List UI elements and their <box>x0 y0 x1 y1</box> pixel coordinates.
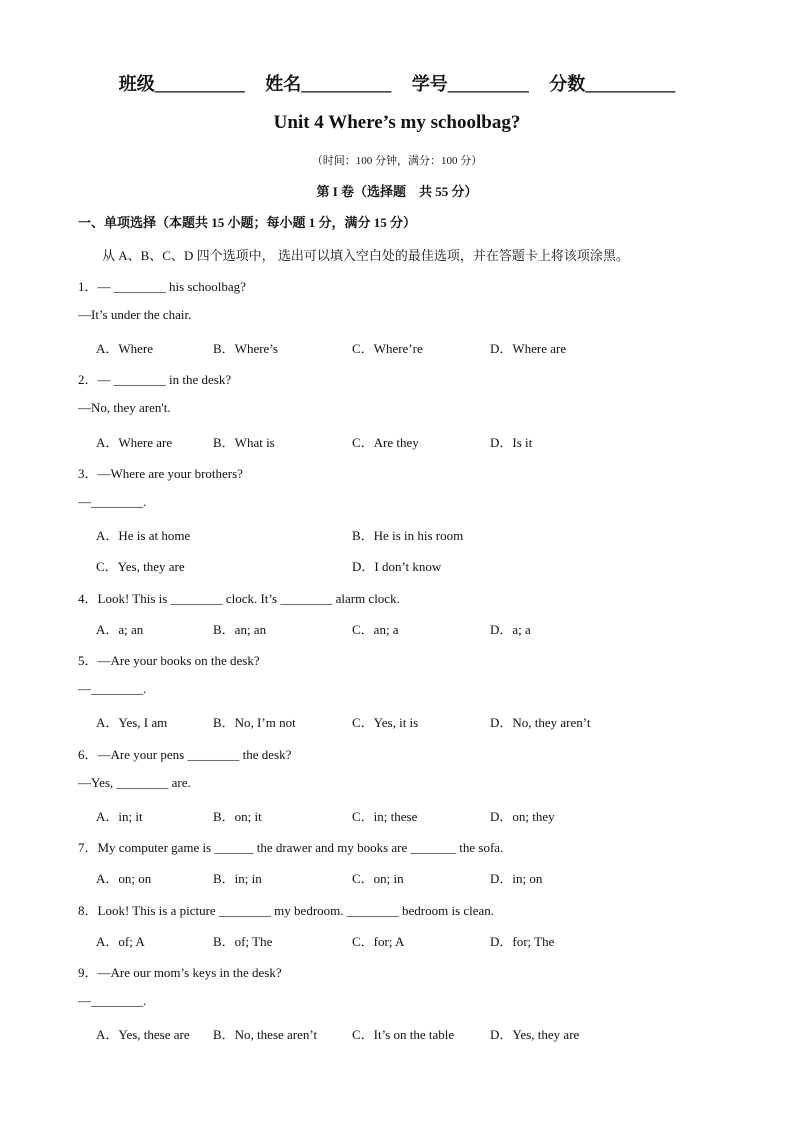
question-7-option-d: D．in; on <box>490 871 543 886</box>
question-5-option-b: B．No, I’m not <box>213 715 296 730</box>
question-9-option-b: B．No, these aren’t <box>213 1027 318 1042</box>
question-9-stem: 9．—Are our mom’s keys in the desk? <box>78 965 282 980</box>
question-7-option-a: A．on; on <box>96 871 152 886</box>
question-4-stem: 4．Look! This is ________ clock. It’s ________ alarm clock. <box>78 591 400 606</box>
question-3-option-b: B．He is in his room <box>352 528 464 543</box>
question-2-option-b: B．What is <box>213 435 275 450</box>
instruction-text: 从 A、B、C、D 四个选项中， 选出可以填入空白处的最佳选项，并在答题卡上将该项涂黑。 <box>102 248 629 263</box>
question-3-reply: —________. <box>78 494 147 509</box>
question-1-option-b: B．Where’s <box>213 341 278 356</box>
question-2-option-c: C．Are they <box>352 435 419 450</box>
question-2-reply: —No, they aren't. <box>78 400 171 415</box>
score-field: 分数__________ <box>549 74 676 94</box>
question-6-option-a: A．in; it <box>96 809 143 824</box>
question-1-reply: —It’s under the chair. <box>78 307 192 322</box>
question-2-stem: 2．— ________ in the desk? <box>78 372 232 387</box>
name-field: 姓名__________ <box>265 74 392 94</box>
question-1-option-d: D．Where are <box>490 341 567 356</box>
page-title: Unit 4 Where’s my schoolbag? <box>273 112 521 133</box>
question-8-option-d: D．for; The <box>490 934 555 949</box>
question-7-option-c: C．on; in <box>352 871 404 886</box>
volume-heading: 第 I 卷（选择题 共 55 分） <box>316 184 478 199</box>
question-8-stem: 8．Look! This is a picture ________ my bedroom. ________ bedroom is clean. <box>78 903 495 918</box>
class-field: 班级__________ <box>118 74 245 94</box>
question-2-option-a: A．Where are <box>96 435 173 450</box>
question-7-option-b: B．in; in <box>213 871 262 886</box>
question-6-option-d: D．on; they <box>490 809 555 824</box>
question-3-stem: 3．—Where are your brothers? <box>78 466 243 481</box>
question-8-option-a: A．of; A <box>96 934 145 949</box>
question-5-stem: 5．—Are your books on the desk? <box>78 653 260 668</box>
question-9-option-c: C．It’s on the table <box>352 1027 455 1042</box>
question-4-option-c: C．an; a <box>352 622 399 637</box>
question-8-option-c: C．for; A <box>352 934 405 949</box>
student-info-line <box>0 70 794 96</box>
time-score-note: （时间：100 分钟，满分：100 分） <box>311 155 483 167</box>
question-9-option-a: A．Yes, these are <box>96 1027 190 1042</box>
question-4-option-b: B．an; an <box>213 622 267 637</box>
question-3-option-c: C．Yes, they are <box>96 559 185 574</box>
question-1-stem: 1．— ________ his schoolbag? <box>78 279 246 294</box>
question-8-option-b: B．of; The <box>213 934 273 949</box>
section-heading: 一、单项选择（本题共 15 小题；每小题 1 分，满分 15 分） <box>78 215 417 230</box>
question-6-stem: 6．—Are your pens ________ the desk? <box>78 747 292 762</box>
question-4-option-a: A．a; an <box>96 622 144 637</box>
question-9-option-d: D．Yes, they are <box>490 1027 580 1042</box>
question-5-reply: —________. <box>78 681 147 696</box>
question-5-option-d: D．No, they aren’t <box>490 715 591 730</box>
question-2-option-d: D．Is it <box>490 435 533 450</box>
question-6-reply: —Yes, ________ are. <box>78 775 191 790</box>
question-5-option-c: C．Yes, it is <box>352 715 419 730</box>
question-5-option-a: A．Yes, I am <box>96 715 168 730</box>
question-1-option-a: A．Where <box>96 341 154 356</box>
question-7-stem: 7．My computer game is ______ the drawer and my books are _______ the sofa. <box>78 840 504 855</box>
question-6-option-b: B．on; it <box>213 809 262 824</box>
question-9-reply: —________. <box>78 993 147 1008</box>
question-4-option-d: D．a; a <box>490 622 531 637</box>
question-3-option-a: A．He is at home <box>96 528 191 543</box>
question-6-option-c: C．in; these <box>352 809 418 824</box>
student-id-field: 学号_________ <box>411 74 529 94</box>
question-3-option-d: D．I don’t know <box>352 559 442 574</box>
question-1-option-c: C．Where’re <box>352 341 423 356</box>
